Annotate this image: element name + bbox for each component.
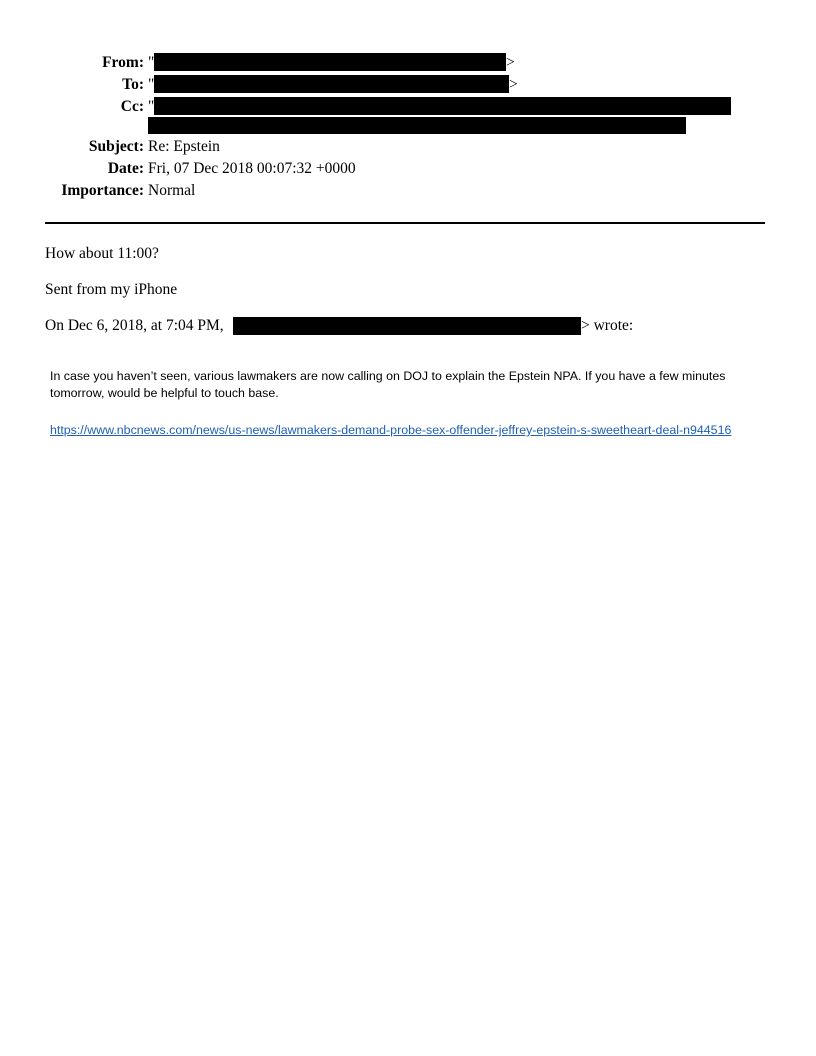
subject-row xyxy=(0,136,816,158)
quote-intro-prefix: On Dec 6, 2018, at 7:04 PM, xyxy=(45,317,224,334)
sender-redaction xyxy=(233,317,581,335)
from-closing-bracket: > xyxy=(506,54,515,71)
header-divider xyxy=(45,222,765,224)
importance-row xyxy=(0,180,816,202)
from-redaction xyxy=(154,53,506,71)
cc-label: Cc: xyxy=(120,98,144,115)
signature-text: Sent from my iPhone xyxy=(45,281,178,298)
importance-label: Importance: xyxy=(61,182,144,199)
cc-redaction-line1 xyxy=(154,97,731,115)
date-label: Date: xyxy=(107,160,144,177)
to-quote-mark: " xyxy=(148,76,155,93)
to-label: To: xyxy=(122,76,144,93)
from-label: From: xyxy=(102,54,144,71)
quote-intro-suffix: > wrote: xyxy=(581,317,634,334)
from-quote-mark: " xyxy=(148,54,155,71)
to-redaction xyxy=(154,75,509,93)
quoted-message-text: In case you haven’t seen, various lawmakers are now calling on DOJ to explain the Epstein NPA. If you have a few minutes tomorrow, would be helpful to touch base. xyxy=(50,369,726,400)
reply-text: How about 11:00? xyxy=(45,245,159,262)
importance-value: Normal xyxy=(148,182,196,199)
cc-quote-mark: " xyxy=(148,98,155,115)
subject-label: Subject: xyxy=(88,138,144,155)
date-value: Fri, 07 Dec 2018 00:07:32 +0000 xyxy=(148,160,356,177)
to-closing-bracket: > xyxy=(509,76,518,93)
subject-value: Re: Epstein xyxy=(148,138,220,155)
cc-redaction-line2 xyxy=(148,117,686,134)
date-row xyxy=(0,158,816,180)
news-article-link[interactable]: https://www.nbcnews.com/news/us-news/lawmakers-demand-probe-sex-offender-jeffrey-epstein-s-sweetheart-deal-n944516 xyxy=(50,423,732,437)
